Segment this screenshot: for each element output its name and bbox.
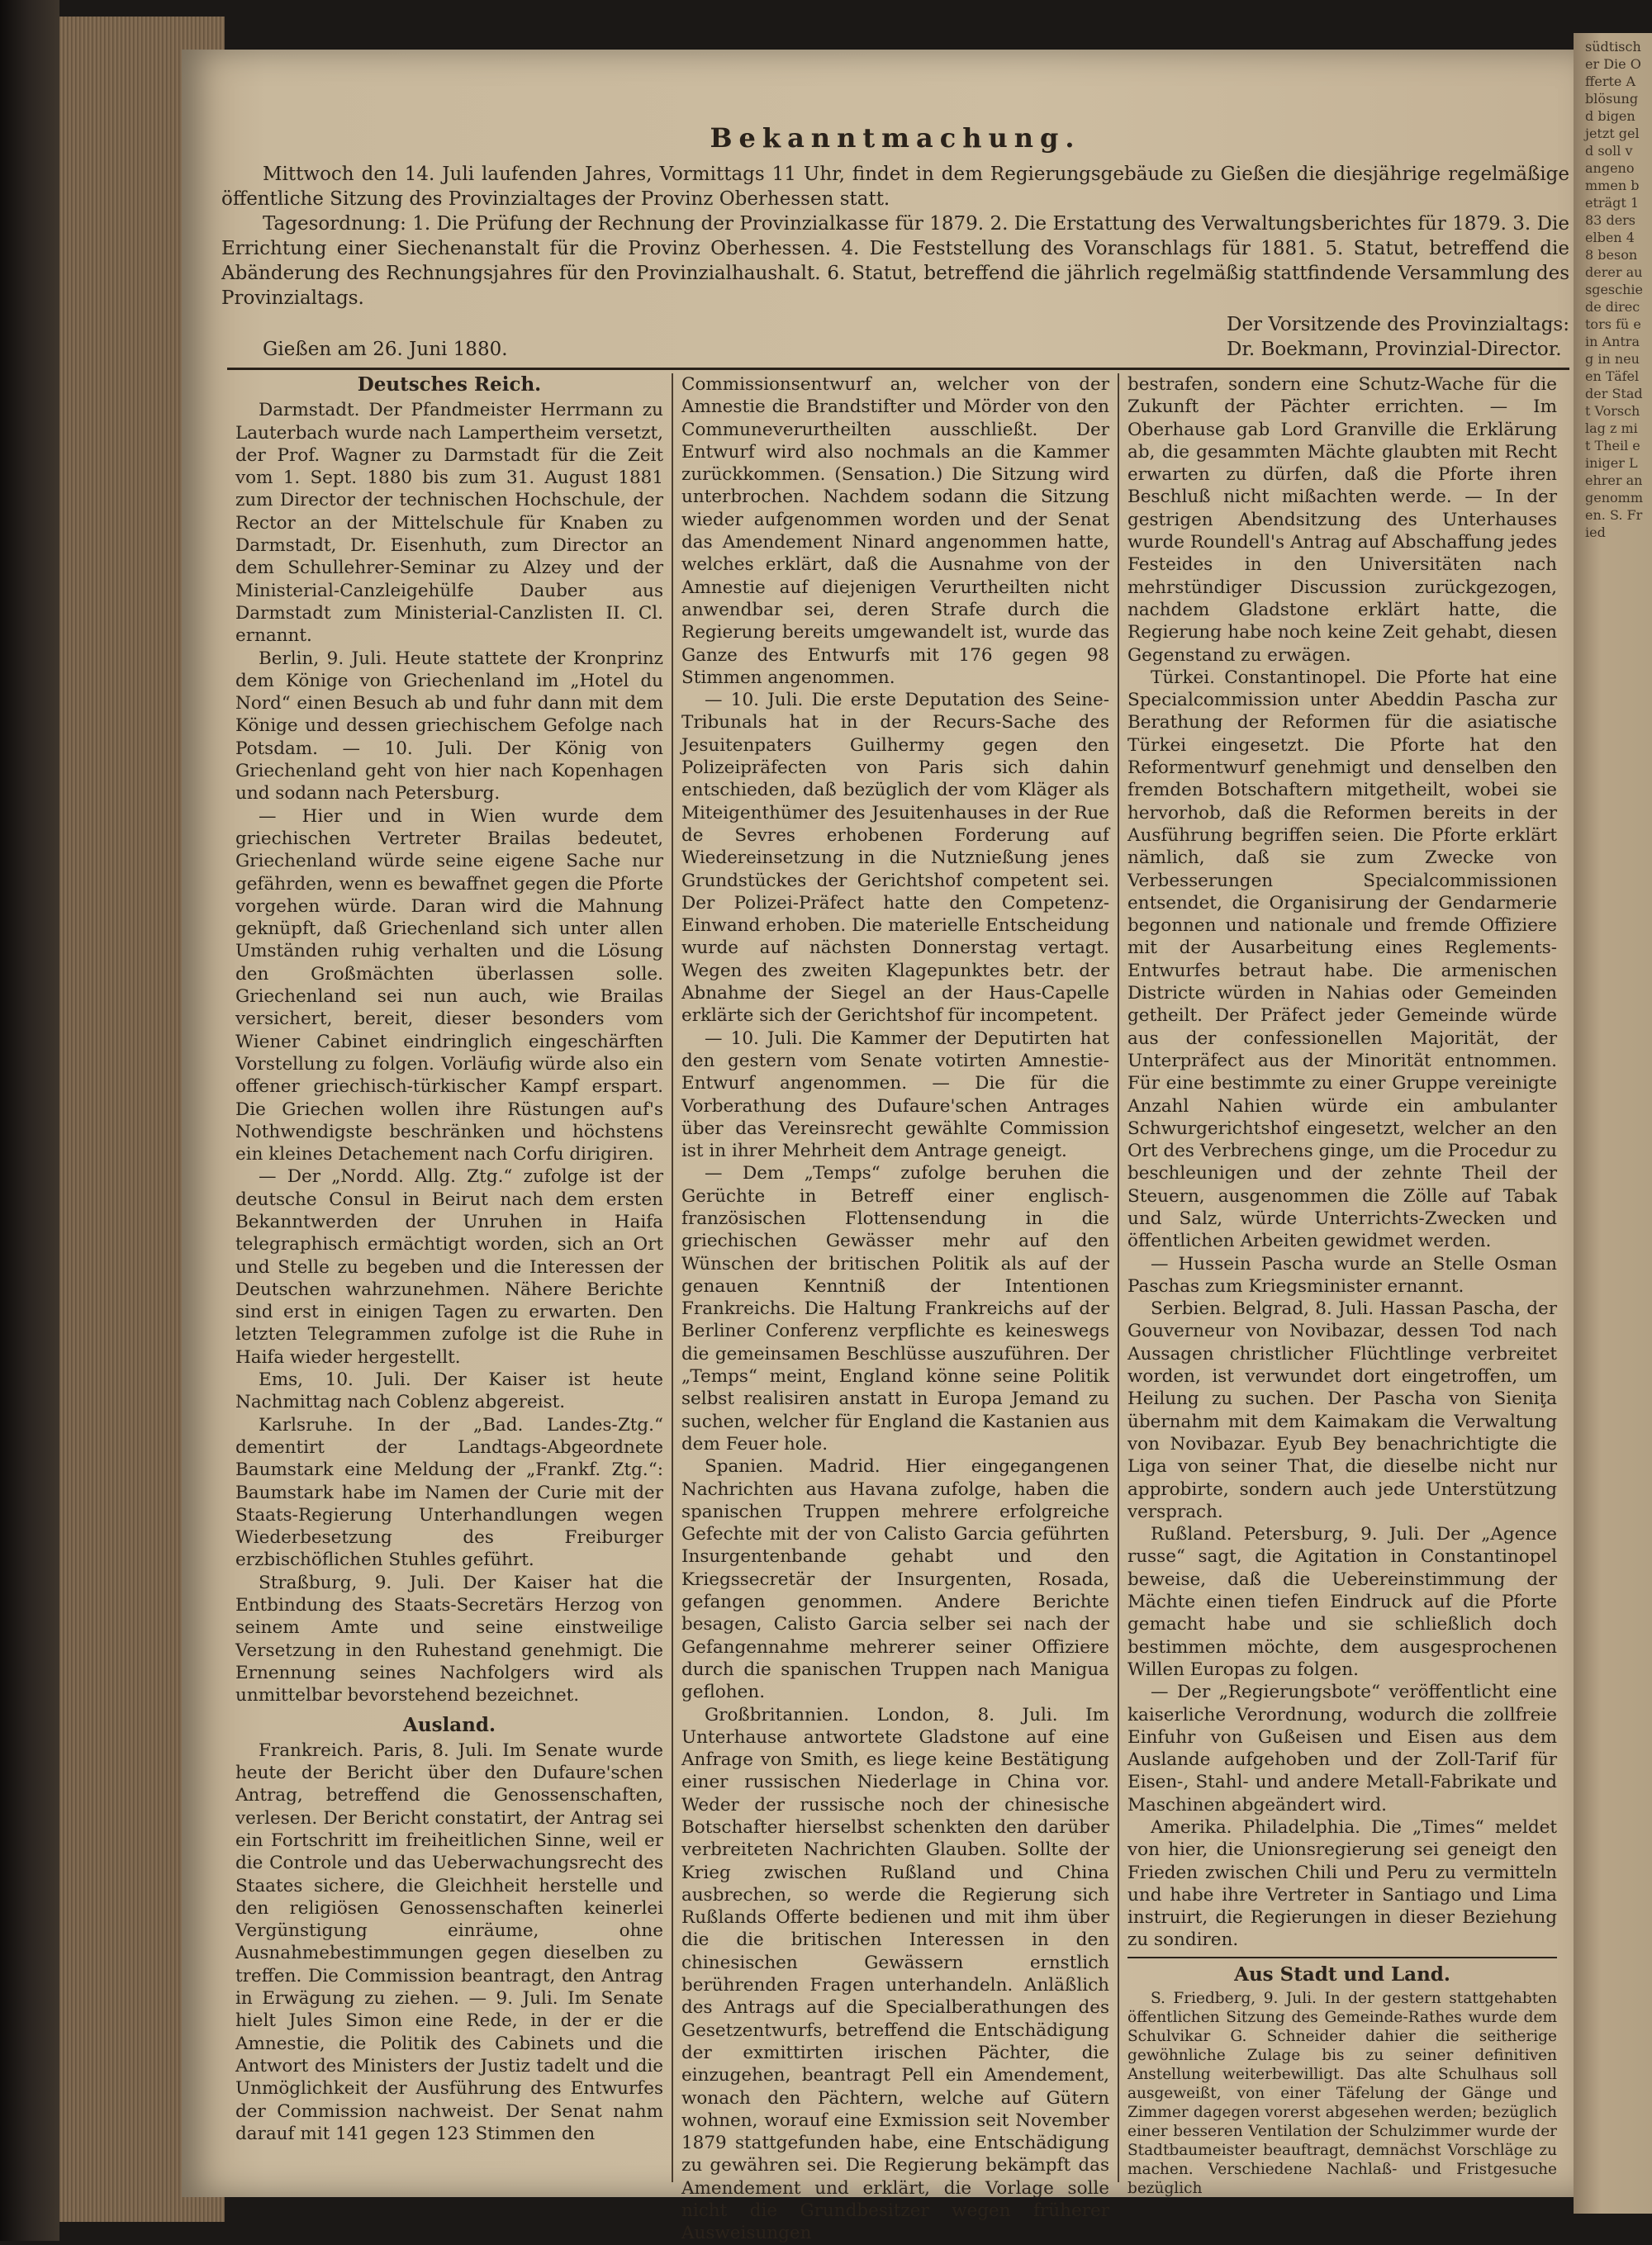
article-paragraph: Karlsruhe. In der „Bad. Landes-Ztg.“ dementirt der Landtags-Abgeordnete Baumstark eine Meldung der „Frankf. Ztg.“: Baumstark habe im Namen der Curie mit der Staats-Regierung Unterhandlungen wegen Wiederbesetzung des Freiburger erzbischöflichen Stuhles geführt. (235, 1414, 663, 1571)
article-paragraph: Straßburg, 9. Juli. Der Kaiser hat die Entbindung des Staats-Secretärs Herzog von seinem Amte und seine einstweilige Versetzung in den Ruhestand genehmigt. Die Ernennung seines Nachfolgers wird als unmittelbar bevorstehend bezeichnet. (235, 1572, 663, 1706)
article-paragraph: — Hier und in Wien wurde dem griechischen Vertreter Brailas bedeutet, Griechenland würde seine eigene Sache nur gefährden, wenn es bewaffnet gegen die Pforte vorgehen würde. Daran wird die Mahnung geknüpft, daß Griechenland sich unter allen Umständen ruhig verhalten und die Lösung den Großmächten überlassen solle. Griechenland sei nun auch, wie Brailas versichert, bereit, dieser besonders vom Wiener Cabinet eindringlich eingeschärften Vorstellung zu folgen. Vorläufig würde also ein offener griechisch-türkischer Kampf erspart. Die Griechen wollen ihre Rüstungen auf's Nothwendigste beschränken und höchstens ein kleines Detachement nach Corfu dirigiren. (235, 805, 663, 1165)
official-notice (221, 122, 1569, 362)
notice-paragraph: Mittwoch den 14. Juli laufenden Jahres, Vormittags 11 Uhr, findet in dem Regierungsgebäude zu Gießen die diesjährige regelmäßige öffentliche Sitzung des Provinzialtages der Provinz Oberhessen statt. (221, 164, 1569, 210)
article-paragraph: — Der „Nordd. Allg. Ztg.“ zufolge ist der deutsche Consul in Beirut nach dem ersten Bekanntwerden der Unruhen in Haifa telegraphisch ermächtigt worden, sich an Ort und Stelle zu begeben und die Interessen der Deutschen wahrzunehmen. Nähere Berichte sind erst in einigen Tagen zu erwarten. Den letzten Telegrammen zufolge ist die Ruhe in Haifa wieder hergestellt. (235, 1166, 663, 1368)
section-heading: Deutsches Reich. (357, 373, 542, 396)
section-heading: Aus Stadt und Land. (1127, 1957, 1557, 1986)
notice-signature (1227, 312, 1569, 362)
article-paragraph: Spanien. Madrid. Hier eingegangenen Nachrichten aus Havana zufolge, haben die spanischen Truppen mehrere erfolgreiche Gefechte mit der von Calisto Garcia geführten Insurgentenbande gehabt und den Kriegssecretär der Insurgenten, Rosada, gefangen genommen. Andere Berichte besagen, Calisto Garcia selber sei nach der Gefangennahme mehrerer seiner Offiziere durch die spanischen Truppen nach Manigua geflohen. (681, 1456, 1109, 1703)
adjacent-page-fragment (1574, 33, 1652, 2214)
article-paragraph: bestrafen, sondern eine Schutz-Wache für die Zukunft der Pächter errichten. — Im Oberhause gab Lord Granville die Erklärung ab, die gesammten Mächte glaubten mit Recht erwarten zu dürfen, daß die Pforte ihren Beschluß nicht mißachten werde. — In der gestrigen Abendsitzung des Unterhauses wurde Roundell's Antrag auf Abschaffung jedes Festeides in den Universitäten nach mehrstündiger Discussion zurückgezogen, nachdem Gladstone erklärt hatte, die Regierung habe noch keine Zeit gehabt, diesen Gegenstand zu erwägen. (1127, 374, 1557, 666)
article-paragraph: Amerika. Philadelphia. Die „Times“ meldet von hier, die Unionsregierung sei geneigt den Frieden zwischen Chili und Peru zu vermitteln und habe ihre Vertreter in Santiago und Lima instruirt, die Regierungen in dieser Beziehung zu sondiren. (1127, 1817, 1557, 1951)
article-paragraph: — Dem „Temps“ zufolge beruhen die Gerüchte in Betreff einer englisch-französischen Flottensendung in die griechischen Gewässer mehr auf den Wünschen der britischen Politik als auf der genauen Kenntniß der Intentionen Frankreichs. Die Haltung Frankreichs auf der Berliner Conferenz verpflichte es keineswegs die gemeinsamen Beschlüsse auszuführen. Der „Temps“ meint, England könne seine Politik selbst realisiren anstatt in Europa Jemand zu suchen, welcher für England die Kastanien aus dem Feuer hole. (681, 1163, 1109, 1455)
column-3 (1119, 373, 1565, 2198)
column-1 (227, 373, 673, 2182)
article-paragraph: — 10. Juli. Die Kammer der Deputirten hat den gestern vom Senate votirten Amnestie-Entwurf angenommen. — Die für die Vorberathung des Dufaure'schen Antrages über das Vereinsrecht gewählte Commission ist in ihrer Mehrheit dem Antrage geneigt. (681, 1028, 1109, 1162)
article-paragraph: Großbritannien. London, 8. Juli. Im Unterhause antwortete Gladstone auf eine Anfrage von Smith, es liege keine Bestätigung einer russischen Niederlage in China vor. Weder der russische noch der chinesische Botschafter hierselbst schenkten den darüber verbreiteten Nachrichten Glauben. Sollte der Krieg zwischen Rußland und China ausbrechen, so werde die Regierung sich Rußlands Offerte bedienen und mit ihm über die die britischen Interessen in den chinesischen Gewässern ernstlich berührenden Fragen unterhandeln. Anläßlich des Antrags auf die Specialberathungen des Gesetzentwurfs, betreffend die Entschädigung der exmittirten irischen Pächter, die einzugehen, beantragt Pell ein Amendement, wonach den Pächtern, welche auf Gütern wohnen, worauf eine Exmission seit November 1879 stattgefunden habe, eine Entschädigung zu gewähren sei. Die Regierung bekämpft das Amendement und erklärt, die Vorlage solle nicht die Grundbesitzer wegen früherer Ausweisungen (681, 1704, 1109, 2244)
article-columns (227, 373, 1569, 2244)
article-paragraph: Darmstadt. Der Pfandmeister Herrmann zu Lauterbach wurde nach Lampertheim versetzt, der Prof. Wagner zu Darmstadt für die Zeit vom 1. Sept. 1880 bis zum 31. August 1881 zum Director der technischen Hochschule, der Rector an der Mittelschule für Knaben zu Darmstadt, Dr. Eisenhuth, zum Director an dem Schullehrer-Seminar zu Alzey und der Ministerial-Canzleigehülfe Dauber aus Darmstadt zum Ministerial-Canzlisten II. Cl. ernannt. (235, 400, 663, 647)
article-paragraph: Rußland. Petersburg, 9. Juli. Der „Agence russe“ sagt, die Agitation in Constantinopel beweise, daß die Uebereinstimmung der Mächte einen tiefen Eindruck auf die Pforte gemacht habe und sie schließlich doch bestimmen möchte, dem ausgesprochenen Willen Europas zu folgen. (1127, 1524, 1557, 1680)
notice-signature-row (221, 312, 1569, 362)
notice-agenda: Tagesordnung: 1. Die Prüfung der Rechnung der Provinzialkasse für 1879. 2. Die Erstattung des Verwaltungsberichtes für 1879. 3. Die Errichtung einer Siechenanstalt für die Provinz Oberhessen. 4. Die Feststellung des Voranschlags für 1881. 5. Statut, betreffend die Abänderung des Rechnungsjahres für den Provinzialhaushalt. 6. Statut, betreffend die jährlich regelmäßig stattfindende Versammlung des Provinzialtags. (221, 213, 1569, 309)
notice-place-date: Gießen am 26. Juni 1880. (263, 339, 508, 360)
article-paragraph: — 10. Juli. Die erste Deputation des Seine-Tribunals hat in der Recurs-Sache des Jesuitenpaters Guilhermy gegen den Polizeipräfecten von Paris sich dahin entschieden, daß bezüglich der vom Kläger als Miteigenthümer des Jesuitenhauses in der Rue de Sevres erhobenen Forderung auf Wiedereinsetzung in die Nutznießung jenes Grundstückes der Gerichtshof competent sei. Der Polizei-Präfect hatte den Competenz-Einwand erhoben. Die materielle Entscheidung wurde auf nächsten Donnerstag vertagt. Wegen des zweiten Klagepunktes betr. der Abnahme der Siegel an der Haus-Capelle erklärte sich der Gerichtshof für incompetent. (681, 690, 1109, 1027)
article-paragraph: Frankreich. Paris, 8. Juli. Im Senate wurde heute der Bericht über den Dufaure'schen Antrag, betreffend die Genossenschaften, verlesen. Der Bericht constatirt, der Antrag sei ein Fortschritt im freiheitlichen Sinne, weil er die Controle und das Ueberwachungsrecht des Staates sichere, die Gleichheit herstelle und den religiösen Genossenschaften keinerlei Vergünstigung einräume, ohne Ausnahmebestimmungen gegen dieselben zu treffen. Die Commission beantragt, den Antrag in Erwägung zu ziehen. — 9. Juli. Im Senate hielt Jules Simon eine Rede, in der er die Amnestie, die Politik des Cabinets und die Antwort des Ministers der Justiz tadelt und die Unmöglichkeit der Ausführung des Entwurfes der Commission nachweist. Der Senat nahm darauf mit 141 gegen 123 Stimmen den (235, 1740, 663, 2144)
signature-name: Dr. Boekmann, Provinzial-Director. (1227, 339, 1562, 360)
article-paragraph: Türkei. Constantinopel. Die Pforte hat eine Specialcommission unter Abeddin Pascha zur Berathung der Reformen für die asiatische Türkei eingesetzt. Die Pforte hat den Reformentwurf genehmigt und denselben den fremden Botschaftern mitgetheilt, wobei sie hervorhob, daß die Reformen bereits in der Ausführung begriffen seien. Die Pforte erklärt nämlich, daß sie zum Zwecke von Verbesserungen Specialcommissionen entsendet, die Organisirung der Gendarmerie begonnen und nationale und fremde Offiziere mit der Ausarbeitung eines Reglements-Entwurfes betraut habe. Die armenischen Districte würden in Nahias oder Gemeinden getheilt. Der Präfect jeder Gemeinde würde aus der confessionellen Majorität, der Unterpräfect aus der Minorität entnommen. Für eine bestimmte zu einer Gruppe vereinigte Anzahl Nahien würde ein ambulanter Schwurgerichtshof eingesetzt, welcher an den Ort des Verbrechens ginge, um die Procedur zu beschleunigen und der zehnte Theil der Steuern, ausgenommen die Zölle auf Tabak und Salz, würde Unterrichts-Zwecken und öffentlichen Arbeiten gewidmet werden. (1127, 667, 1557, 1252)
article-paragraph: S. Friedberg, 9. Juli. In der gestern stattgehabten öffentlichen Sitzung des Gemeinde-Rathes wurde dem Schulvikar G. Schneider dahier die seitherige gewöhnliche Zulage bis zu seiner definitiven Anstellung weiterbewilligt. Das alte Schulhaus soll ausgeweißt, von einer Täfelung der Gänge und Zimmer dagegen vorerst abgesehen werden; bezüglich einer besseren Ventilation der Schulzimmer wurde der Stadtbaumeister beauftragt, demnächst Vorschläge zu machen. Verschiedene Nachlaß- und Fristgesuche bezüglich (1127, 1990, 1557, 2198)
column-2 (673, 373, 1119, 2244)
signature-title: Der Vorsitzende des Provinzialtags: (1227, 314, 1569, 335)
article-paragraph: Commissionsentwurf an, welcher von der Amnestie die Brandstifter und Mörder von den Communeverurtheilten ausschließt. Der Entwurf wird also nochmals an die Kammer zurückkommen. (Sensation.) Die Sitzung wird unterbrochen. Nachdem sodann die Sitzung wieder aufgenommen worden und der Senat das Amendement Ninard angenommen hatte, welches erklärt, daß die Ausnahme von der Amnestie auf diejenigen Verurtheilten nicht anwendbar sei, deren Strafe durch die Regierung bereits umgewandelt ist, wurde das Ganze des Entwurfs mit 176 gegen 98 Stimmen angenommen. (681, 374, 1109, 688)
article-paragraph: Berlin, 9. Juli. Heute stattete der Kronprinz dem Könige von Griechenland im „Hotel du Nord“ einen Besuch ab und fuhr dann mit dem Könige und dessen griechischem Gefolge nach Potsdam. — 10. Juli. Der König von Griechenland geht von hier nach Kopenhagen und sodann nach Petersburg. (235, 648, 663, 804)
article-paragraph: Serbien. Belgrad, 8. Juli. Hassan Pascha, der Gouverneur von Novibazar, dessen Tod nach Aussagen christlicher Flüchtlinge verbreitet worden, ist verwundet dort eingetroffen, um Heilung zu suchen. Der Pascha von Sieniţa übernahm mit dem Kaimakam die Verwaltung von Novibazar. Eyub Bey benachrichtigte die Liga von seiner That, die dieselbe nicht nur approbirte, sondern auch jede Unterstützung versprach. (1127, 1298, 1557, 1522)
notice-title: Bekanntmachung. (710, 122, 1081, 154)
section-divider (227, 368, 1569, 370)
section-heading: Ausland. (403, 1713, 496, 1736)
article-paragraph: — Der „Regierungsbote“ veröffentlicht eine kaiserliche Verordnung, wodurch die zollfreie Einfuhr von Gußeisen und Eisen aus dem Auslande aufgehoben und der Zoll-Tarif für Eisen-, Stahl- und andere Metall-Fabrikate und Maschinen abgeändert wird. (1127, 1682, 1557, 1815)
article-paragraph: — Hussein Pascha wurde an Stelle Osman Paschas zum Kriegsminister ernannt. (1127, 1253, 1557, 1297)
adjacent-page-text: südtischer Die Offerte Ablösung d bigen jetzt geld soll v angenommen beträgt 183 derselben 48 besonderer ausgeschiede directors fü ein Antrag in neuen Täfel der Stadt Vorschlag z mit Theil einiger Lehrer angenommen. S. Fried (1585, 39, 1643, 540)
book-binding (0, 0, 59, 2241)
article-paragraph: Ems, 10. Juli. Der Kaiser ist heute Nachmittag nach Coblenz abgereist. (235, 1369, 663, 1413)
